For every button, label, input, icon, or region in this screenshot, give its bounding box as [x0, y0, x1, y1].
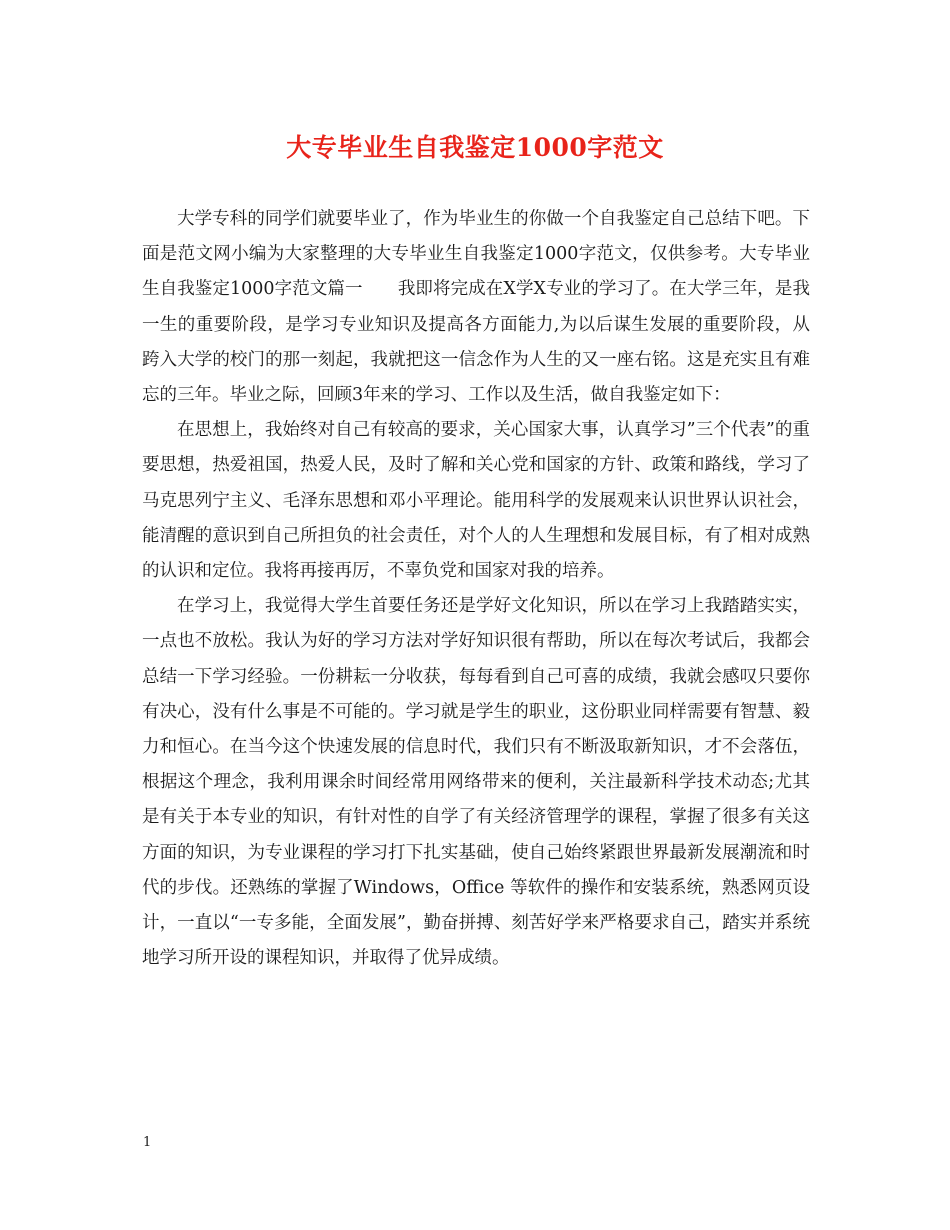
paragraph-study: 在学习上，我觉得大学生首要任务还是学好文化知识，所以在学习上我踏踏实实，一点也不放松。我认为好的学习方法对学好知识很有帮助，所以在每次考试后，我都会总结一下学习经验。一份耕耘一分收获，每每看到自己可喜的成绩，我就会感叹只要你有决心，没有什么事是不可能的。学习就是学生的职业，这份职业同样需要有智慧、毅力和恒心。在当今这个快速发展的信息时代，我们只有不断汲取新知识，才不会落伍，根据这个理念，我利用课余时间经常用网络带来的便利，关注最新科学技术动态;尤其是有关于本专业的知识，有针对性的自学了有关经济管理学的课程，掌握了很多有关这方面的知识，为专业课程的学习打下扎实基础，使自己始终紧跟世界最新发展潮流和时代的步伐。还熟练的掌握了Windows，Office 等软件的操作和安装系统，熟悉网页设计，一直以“一专多能，全面发展”，勤奋拼搏、刻苦好学来严格要求自己，踏实并系统地学习所开设的课程知识，并取得了优异成绩。: [142, 596, 810, 969]
page-title: 大专毕业生自我鉴定1000字范文: [286, 133, 664, 162]
paragraph-intro: 大学专科的同学们就要毕业了，作为毕业生的你做一个自我鉴定自己总结下吧。下面是范文网小编为大家整理的大专毕业生自我鉴定1000字范文，仅供参考。大专毕业生自我鉴定1000字范文篇一 我即将完成在X学X专业的学习了。在大学三年，是我一生的重要阶段，是学习专业知识及提高各方面能力,为以后谋生发展的重要阶段，从跨入大学的校门的那一刻起，我就把这一信念作为人生的又一座右铭。这是充实且有难忘的三年。毕业之际，回顾3年来的学习、工作以及生活，做自我鉴定如下：: [142, 209, 810, 406]
document-body: [142, 202, 810, 976]
paragraph-ideology: 在思想上，我始终对自己有较高的要求，关心国家大事，认真学习”三个代表”的重要思想，热爱祖国，热爱人民，及时了解和关心党和国家的方针、政策和路线，学习了马克思列宁主义、毛泽东思想和邓小平理论。能用科学的发展观来认识世界认识社会，能清醒的意识到自己所担负的社会责任，对个人的人生理想和发展目标，有了相对成熟的认识和定位。我将再接再厉，不辜负党和国家对我的培养。: [142, 420, 810, 582]
page-number: 1: [143, 1135, 152, 1150]
